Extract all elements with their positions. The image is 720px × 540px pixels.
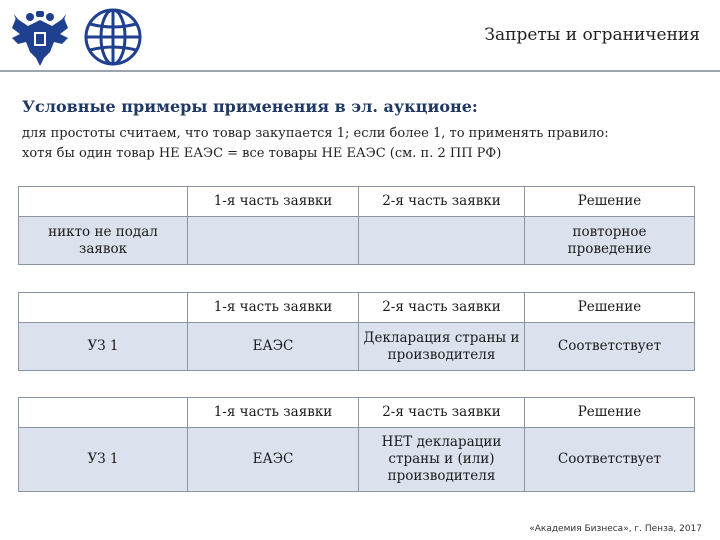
header-cell-part1: 1-я часть заявки (188, 398, 359, 428)
globe-logo-icon (84, 8, 142, 66)
header-cell-part2: 2-я часть заявки (359, 398, 525, 428)
header-cell-decision: Решение (525, 398, 695, 428)
page-title: Запреты и ограничения (484, 25, 700, 45)
header-cell-part1: 1-я часть заявки (188, 293, 359, 323)
part2-cell: Декларация страны и производителя (359, 323, 525, 371)
example-table-1 (18, 186, 695, 265)
header-cell-empty (19, 187, 188, 217)
decision-cell: повторное проведение (525, 217, 695, 265)
footer-credit: «Академия Бизнеса», г. Пенза, 2017 (529, 524, 702, 534)
part2-cell: НЕТ декларации страны и (или) производителя (359, 428, 525, 492)
intro-line-1: для простоты считаем, что товар закупается 1; если более 1, то применять правило: (22, 126, 609, 141)
table-header-row (19, 187, 695, 217)
header-cell-part1: 1-я часть заявки (188, 187, 359, 217)
table-row (19, 428, 695, 492)
part2-cell (359, 217, 525, 265)
header-cell-part2: 2-я часть заявки (359, 293, 525, 323)
row-label-cell: УЗ 1 (19, 428, 188, 492)
header-cell-decision: Решение (525, 293, 695, 323)
header-divider (0, 70, 720, 72)
eagle-emblem-icon (8, 8, 72, 68)
intro-line-2: хотя бы один товар НЕ ЕАЭС = все товары НЕ ЕАЭС (см. п. 2 ПП РФ) (22, 146, 502, 161)
row-label-cell: УЗ 1 (19, 323, 188, 371)
table-row (19, 323, 695, 371)
intro-text (22, 124, 712, 164)
decision-cell: Соответствует (525, 428, 695, 492)
header-bar (0, 0, 720, 70)
table-header-row (19, 398, 695, 428)
row-label-cell: никто не подал заявок (19, 217, 188, 265)
example-table-2 (18, 292, 695, 371)
table-row (19, 217, 695, 265)
part1-cell (188, 217, 359, 265)
section-heading: Условные примеры применения в эл. аукционе: (22, 97, 478, 116)
header-cell-part2: 2-я часть заявки (359, 187, 525, 217)
example-table-3 (18, 397, 695, 492)
part1-cell: ЕАЭС (188, 428, 359, 492)
header-cell-empty (19, 293, 188, 323)
part1-cell: ЕАЭС (188, 323, 359, 371)
header-cell-decision: Решение (525, 187, 695, 217)
header-cell-empty (19, 398, 188, 428)
decision-cell: Соответствует (525, 323, 695, 371)
table-header-row (19, 293, 695, 323)
